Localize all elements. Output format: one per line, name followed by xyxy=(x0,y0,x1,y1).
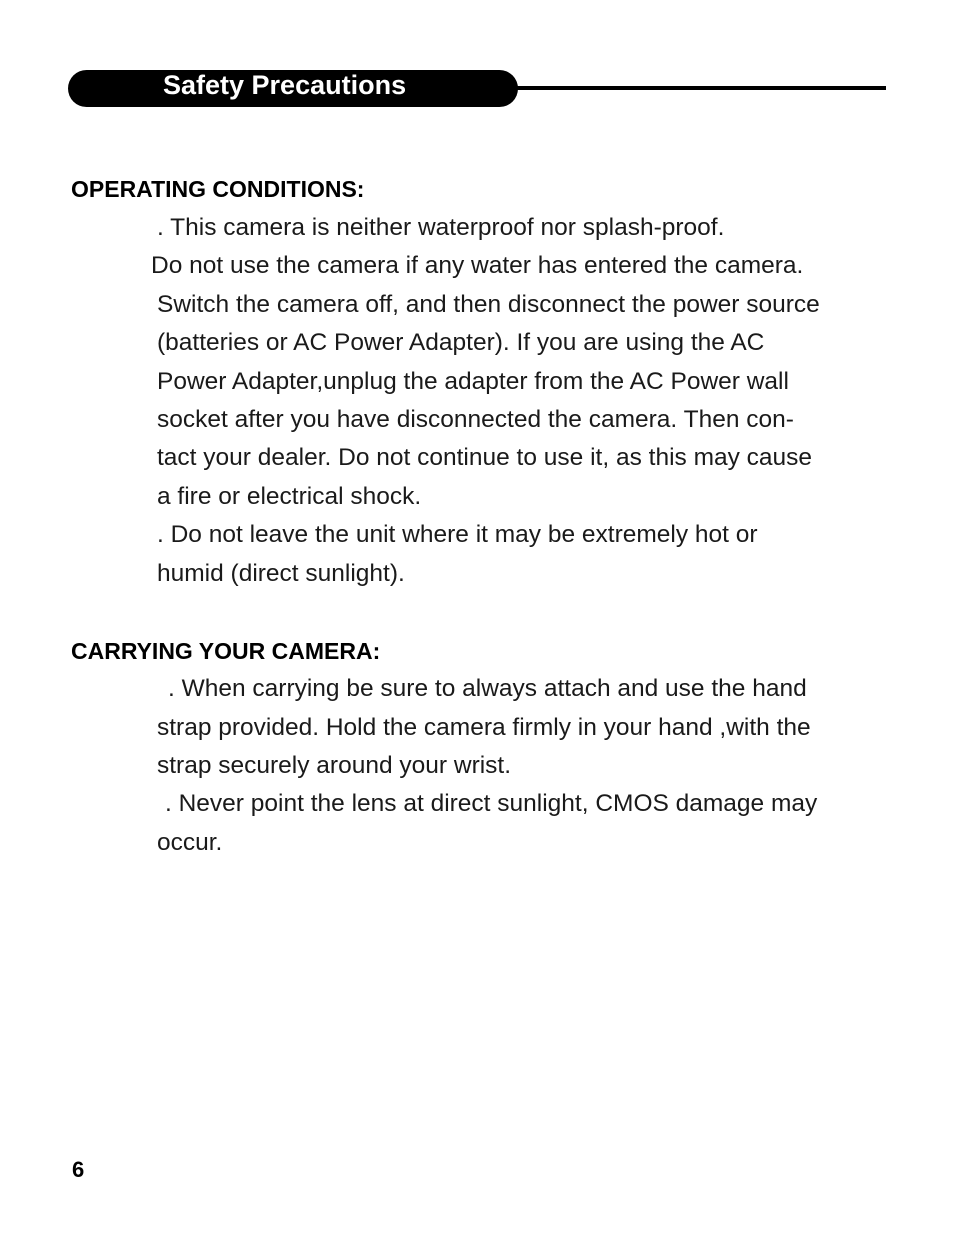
operating-conditions-heading: OPERATING CONDITIONS: xyxy=(71,176,365,202)
body-line: Switch the camera off, and then disconnect the power source xyxy=(157,291,820,318)
body-line: strap provided. Hold the camera firmly in your hand ,with the xyxy=(157,714,811,741)
section-title-banner xyxy=(68,70,518,107)
body-line: Power Adapter,unplug the adapter from the AC Power wall xyxy=(157,368,789,395)
body-line: a fire or electrical shock. xyxy=(157,483,422,510)
page-title: Safety Precautions xyxy=(163,70,407,100)
carrying-camera-heading: CARRYING YOUR CAMERA: xyxy=(71,638,381,664)
body-line: . Never point the lens at direct sunlight, CMOS damage may xyxy=(165,790,818,817)
body-line: occur. xyxy=(157,829,223,856)
page-number: 6 xyxy=(72,1157,85,1182)
body-line: humid (direct sunlight). xyxy=(157,560,405,587)
body-line: socket after you have disconnected the camera. Then con- xyxy=(157,406,794,433)
body-line: (batteries or AC Power Adapter). If you are using the AC xyxy=(157,329,765,356)
body-line: tact your dealer. Do not continue to use it, as this may cause xyxy=(157,444,813,471)
body-line: strap securely around your wrist. xyxy=(157,752,512,779)
body-line: . Do not leave the unit where it may be extremely hot or xyxy=(157,521,758,548)
body-line: . This camera is neither waterproof nor splash-proof. xyxy=(157,214,725,241)
body-line: Do not use the camera if any water has entered the camera. xyxy=(151,252,804,279)
header-divider xyxy=(510,86,886,90)
body-line: . When carrying be sure to always attach and use the hand xyxy=(168,675,807,702)
